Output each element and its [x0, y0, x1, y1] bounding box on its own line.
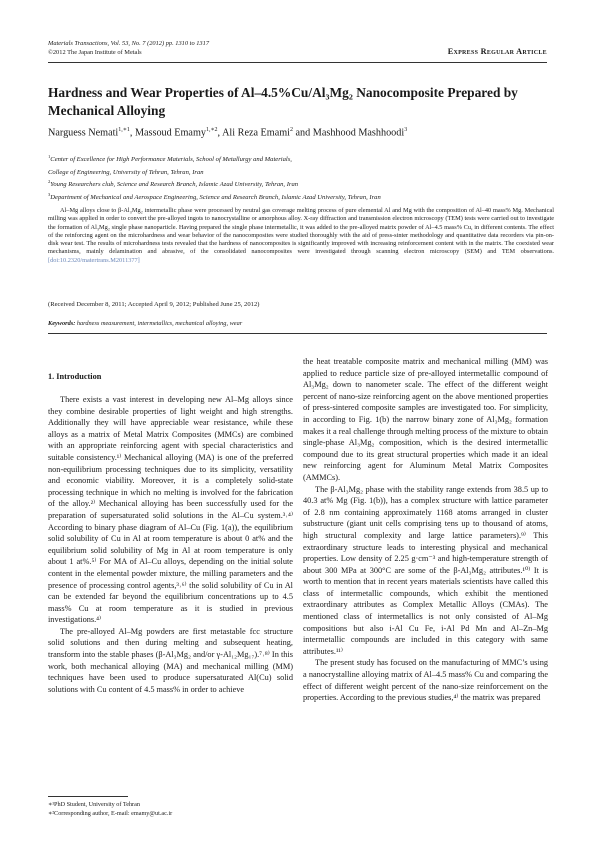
doi-link[interactable]: [doi:10.2320/matertrans.M2011377]	[48, 256, 140, 264]
author-name: Ali Reza Emami	[222, 127, 290, 139]
left-column	[48, 394, 293, 695]
body-paragraph: the heat treatable composite matrix and mechanical milling (MM) was applied to reduce particle size of pre-alloyed intermetallic compound of Al₃Mg₂ down to nanometer scale. The effect of the different weight percent of nano-size reinforcing agent on the above mentioned properties of press-sintered composite samples are investigated too. For simplicity, in according to Fig. 1(b) the narrow binary zone of Al₃Mg₂ formation makes it a real challenge through melting process of the mixture to obtain single-phase Al₃Mg₂ composition, which is the desired intermetallic compound due to its great structural properties which made it an ideal new reinforcing agent for Aluminum Metal Matrix Composites (AMMCs).	[303, 357, 548, 482]
affiliation-text: Center of Excellence for High Performance Materials, School of Metallurgy and Materials,	[50, 156, 292, 164]
footnotes	[48, 800, 172, 818]
author-separator: and	[292, 127, 313, 139]
affiliation-line	[48, 165, 548, 178]
author-name: Narguess Nemati	[48, 127, 119, 139]
author-separator: ,	[217, 127, 223, 139]
body-paragraph: The β-Al₃Mg₂ phase with the stability range extends from 38.5 up to 40.3 at% Mg (Fig. 1(b)), has a complex structure with lattice parameter of 2.8 nm containing approximately 1168 atoms arranged in cluster substructure (giant unit cells comprising tens up to thousand of atoms, high structural complexity and large lattice parameters).⁹⁾ This extraordinary structure leads to interesting physical and mechanical properties. Low density of 2.25 g·cm⁻³ and high-temperature strength of about 300 MPa at 300°C are some of the β-Al₃Mg₂ attributes.¹⁰⁾ It is worth to mention that in recent years materials scientists have called this class of intermetallic compounds, which exhibit the mentioned extraordinary attributes as Complex Metallic Alloys (CMAs). The mentioned class of intermetallics is not only consisted of Al–Mg compositions but also i-Al Cu Fe, i-Al Pd Mn and Al–Zn–Mg intermetallic compounds are included in this category with same attributes.¹¹⁾	[303, 484, 548, 656]
article-type-badge: Express Regular Article	[447, 47, 547, 56]
author-name: Mashhood Mashhoodi	[312, 127, 405, 139]
author-sup: 2	[289, 127, 293, 133]
affiliation-sup: 2	[48, 179, 51, 185]
keywords-label: Keywords:	[48, 320, 76, 327]
affiliation-sup: 3	[48, 191, 51, 197]
journal-header	[48, 40, 209, 57]
affiliation-line	[48, 177, 548, 190]
keywords-rule	[48, 333, 547, 334]
abstract-text: Al–Mg alloys close to β-Al₃Mg₂ intermetallic phase were processed by neutral gas coverage melting process of pure elemental Al and Mg with the composition of Al–40 mass% Mg. Mechanical milling was applied in order to convert the pre-alloyed ingots to nanocrystalline or amorphous alloy. X-ray diffraction and transmission electron microscopy (TEM) tests were carried out to investigate the formation of Al₃Mg₂ single phase nanoparticle. Having prepared the single phase intermetallic, it was added to the pre-alloyed matrix powder of Al–4.5 mass% Cu, in different contents. The effect of the reinforcing agent on the microhardness and wear behavior of the nanocomposites were studied thoroughly with the aid of press-sinter methodology and quantitative data recorders via pin-on-disk wear test. The results of microhardness tests revealed that the hardness of nanocomposites is significantly improved with increasing reinforcement content with in the matrix. The coexisted wear mechanisms, mainly delamination and abrasive, of the consolidated nanocomposites were investigated through scanning electron microscopy (SEM) and TEM observations.	[48, 207, 554, 256]
author-name: Massoud Emamy	[134, 127, 206, 139]
keywords-list: hardness measurement, intermetallics, mechanical alloying, wear	[76, 320, 243, 327]
author-separator: ,	[129, 127, 135, 139]
received-dates: (Received December 8, 2011; Accepted April 9, 2012; Published June 25, 2012)	[48, 301, 260, 308]
author-sup: 1,∗2	[205, 127, 218, 133]
affiliation-line	[48, 190, 548, 203]
affiliation-text: Department of Mechanical and Aerospace Engineering, Science and Research Branch, Islamic Azad University, Tehran, Iran	[50, 193, 381, 201]
author-sup: 3	[404, 127, 408, 133]
affiliation-text: Young Researchers club, Science and Research Branch, Islamic Azad University, Tehran, Iran	[50, 181, 299, 189]
right-column	[303, 356, 548, 704]
affiliation-text: College of Engineering, University of Tehran, Tehran, Iran	[48, 168, 204, 176]
affiliation-line	[48, 152, 548, 165]
body-paragraph: There exists a vast interest in developing new Al–Mg alloys since they combine desirable properties of light weight and high strengths. Additionally they will have appreciable wear resistance, while these alloys as a matrix of Metal Matrix Composites (MMCs) are combined with an appropriate reinforcing agent with special characteristics and suitable consistency.¹⁾ Mechanical alloying (MA) is one of the preferred non-equilibrium processing techniques due to its simplicity, versatility and economic viability. Moreover, it is a completely solid-state processing technique in which no melting is involved for the fabrication of the alloy.²⁾ Mechanical alloying has been successfully used for the preparation of supersaturated solid solutions in the Al–Cu system.³˒⁴⁾ According to binary phase diagram of Al–Cu (Fig. 1(a)), the equilibrium solid solubility of Cu in Al at room temperature is about 0 at% and the equilibrium solid solubility of Mg in Al at room temperature is only about 1 at%.⁵⁾ For MA of Al–Cu alloys, depending on the initial solute content in the elemental powder mixture, the milling parameters and the presence of processing control agents,³˒⁶⁾ the solid solubility of Cu in Al can be extended far beyond the equilibrium concentrations up to 4.5 mass% Cu at room temperature as it is studied in previous investigations.⁴⁾	[48, 395, 293, 625]
copyright-line: ©2012 The Japan Institute of Metals	[48, 48, 142, 56]
footnote: ∗¹PhD Student, University of Tehran	[48, 801, 140, 808]
journal-citation: Materials Transactions, Vol. 53, No. 7 (2012) pp. 1310 to 1317	[48, 40, 210, 47]
section-heading: 1. Introduction	[48, 372, 102, 381]
affiliation-sup: 1	[48, 154, 51, 159]
author-sup: 1,∗1	[118, 127, 130, 133]
body-paragraph: The pre-alloyed Al–Mg powders are first metastable fcc structure solid solutions and then during melting and subsequent heating, transform into the stable phases (β-Al₃Mg₂ and/or γ-Al₁₂Mg₁₇).⁷˒⁸⁾ In this work, both mechanical alloying (MA) and mechanical milling (MM) techniques have been used to produce supersaturated Al(Cu) solid solutions with Cu content of 4.5 mass% in order to achieve	[48, 626, 293, 694]
footnote: ∗²Corresponding author, E-mail: emamy@ut.ac.ir	[48, 810, 173, 817]
body-paragraph: The present study has focused on the manufacturing of MMC’s using a nanocrystalline alloying matrix of Al–4.5 mass% Cu and comparing the effect of different weight percent of the nano-size reinforcement on the properties. According to the previous studies,⁴⁾ the matrix was prepared	[303, 658, 548, 703]
keywords	[48, 320, 242, 327]
abstract	[48, 207, 554, 265]
author-list	[48, 126, 407, 138]
affiliations	[48, 152, 548, 202]
header-rule	[48, 62, 547, 63]
paper-title: Hardness and Wear Properties of Al–4.5%Cu/Al₃Mg₂ Nanocomposite Prepared by Mechanical Alloying	[48, 85, 518, 118]
footnote-rule	[48, 796, 128, 797]
